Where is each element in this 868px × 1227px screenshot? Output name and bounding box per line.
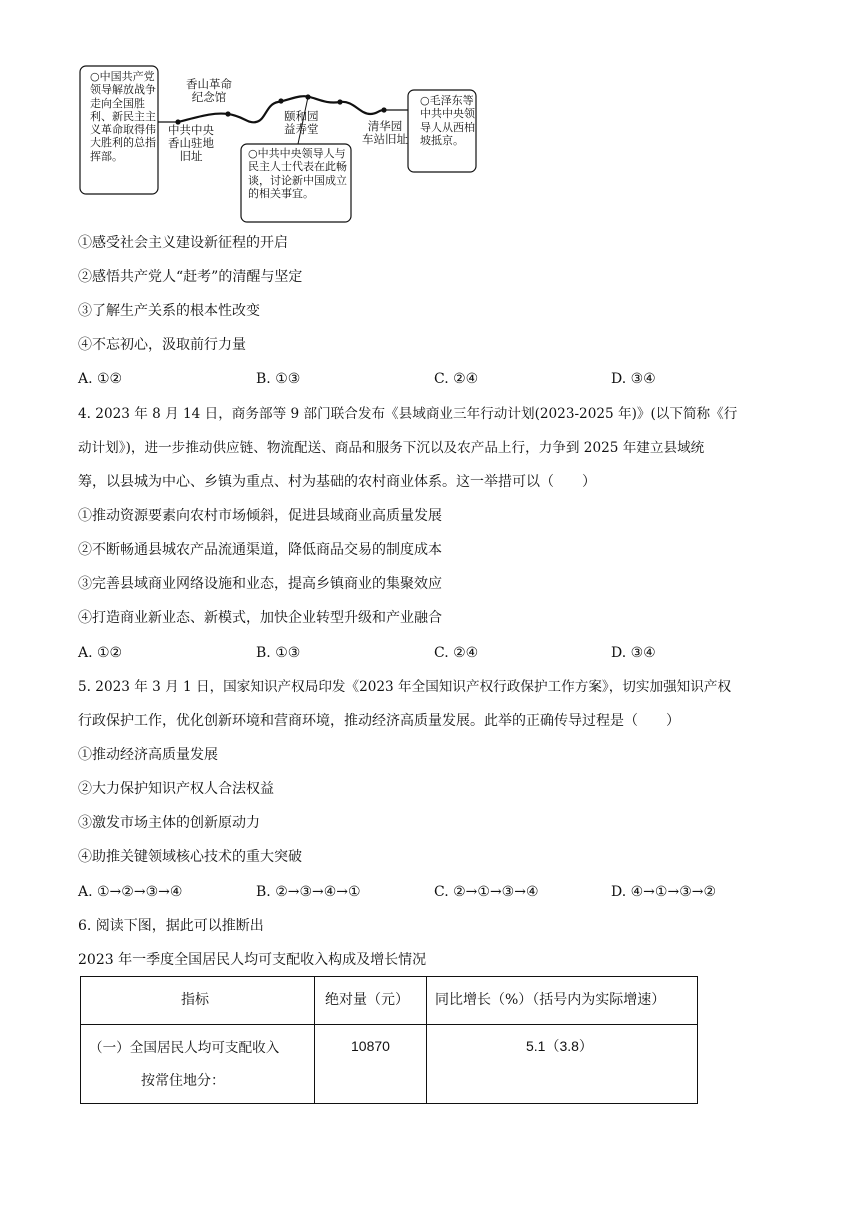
q4-option-d[interactable]: D. ③④	[611, 645, 656, 661]
q6-table-title: 2023 年一季度全国居民人均可支配收入构成及增长情况	[78, 952, 427, 968]
label-qinghua-station: 清华园 车站旧址	[362, 119, 408, 146]
table-header-indicator: 指标	[181, 992, 209, 1008]
table-cell-indicator: （一）全国居民人均可支配收入	[89, 1040, 280, 1056]
callout-central-command: ○中国共产党领导解放战争走向全国胜利、新民主主义革命取得伟大胜利的总指挥部。	[90, 70, 156, 163]
table-cell-absolute: 10870	[351, 1038, 390, 1054]
q4-stem-line-1: 4. 2023 年 8 月 14 日，商务部等 9 部门联合发布《县域商业三年行动计划(2023-2025 年)》(以下简称《行	[78, 406, 738, 422]
q5-stem-line-2: 行政保护工作，优化创新环境和营商环境，推动经济高质量发展。此举的正确传导过程是（ ）	[78, 713, 680, 729]
q3-option-d[interactable]: D. ③④	[611, 371, 656, 387]
q5-item-4: ④助推关键领域核心技术的重大突破	[78, 849, 302, 865]
q5-item-3: ③激发市场主体的创新原动力	[78, 815, 260, 831]
table-divider	[426, 977, 427, 1103]
table-cell-growth: 5.1（3.8）	[526, 1038, 593, 1054]
q3-item-1: ①感受社会主义建设新征程的开启	[78, 235, 288, 251]
q5-item-2: ②大力保护知识产权人合法权益	[78, 781, 274, 797]
q5-option-d[interactable]: D. ④→①→③→②	[611, 884, 717, 900]
callout-arrival-beijing: ○毛泽东等中共中央领导人从西柏坡抵京。	[420, 94, 475, 147]
q5-stem-line-1: 5. 2023 年 3 月 1 日，国家知识产权局印发《2023 年全国知识产权行政保护工作方案》，切实加强知识产权	[78, 679, 732, 695]
table-divider	[314, 977, 315, 1103]
label-yiheyuan-yishoutang: 颐和园 益寿堂	[284, 109, 319, 136]
q3-option-b[interactable]: B. ①③	[256, 371, 301, 387]
q5-option-a[interactable]: A. ①→②→③→④	[78, 884, 183, 900]
q4-stem-line-2: 动计划》)，进一步推动供应链、物流配送、商品和服务下沉以及农产品上行，力争到 2025 年建立县域统	[78, 440, 705, 456]
q4-option-b[interactable]: B. ①③	[256, 645, 301, 661]
q3-item-3: ③了解生产关系的根本性改变	[78, 303, 260, 319]
callout-yishoutang-talks: ○中共中央领导人与民主人士代表在此畅谈，讨论新中国成立的相关事宜。	[248, 147, 347, 200]
route-diagram	[78, 62, 498, 227]
table-cell-indicator-sub: 按常住地分：	[141, 1073, 225, 1089]
q3-item-4: ④不忘初心，汲取前行力量	[78, 337, 246, 353]
label-xiangshan-memorial: 香山革命 纪念馆	[186, 77, 232, 104]
q3-option-c[interactable]: C. ②④	[434, 371, 479, 387]
label-central-office-site: 中共中央 香山驻地 旧址	[168, 123, 214, 163]
q5-item-1: ①推动经济高质量发展	[78, 747, 218, 763]
q4-item-4: ④打造商业新业态、新模式，加快企业转型升级和产业融合	[78, 610, 442, 626]
q4-stem-line-3: 筹，以县城为中心、乡镇为重点、村为基础的农村商业体系。这一举措可以（ ）	[78, 474, 596, 490]
q3-item-2: ②感悟共产党人“赶考”的清醒与坚定	[78, 269, 303, 285]
income-table	[80, 976, 698, 1104]
q5-option-c[interactable]: C. ②→①→③→④	[434, 884, 539, 900]
q4-item-2: ②不断畅通县城农产品流通渠道，降低商品交易的制度成本	[78, 542, 442, 558]
q5-option-b[interactable]: B. ②→③→④→①	[256, 884, 361, 900]
q6-stem: 6. 阅读下图，据此可以推断出	[78, 918, 264, 934]
q4-item-3: ③完善县域商业网络设施和业态，提高乡镇商业的集聚效应	[78, 576, 442, 592]
table-header-growth: 同比增长（%）（括号内为实际增速）	[435, 992, 666, 1008]
q4-option-a[interactable]: A. ①②	[78, 645, 123, 661]
table-header-absolute: 绝对量（元）	[325, 992, 409, 1008]
table-divider	[81, 1024, 697, 1025]
q3-option-a[interactable]: A. ①②	[78, 371, 123, 387]
q4-option-c[interactable]: C. ②④	[434, 645, 479, 661]
q4-item-1: ①推动资源要素向农村市场倾斜，促进县域商业高质量发展	[78, 508, 442, 524]
